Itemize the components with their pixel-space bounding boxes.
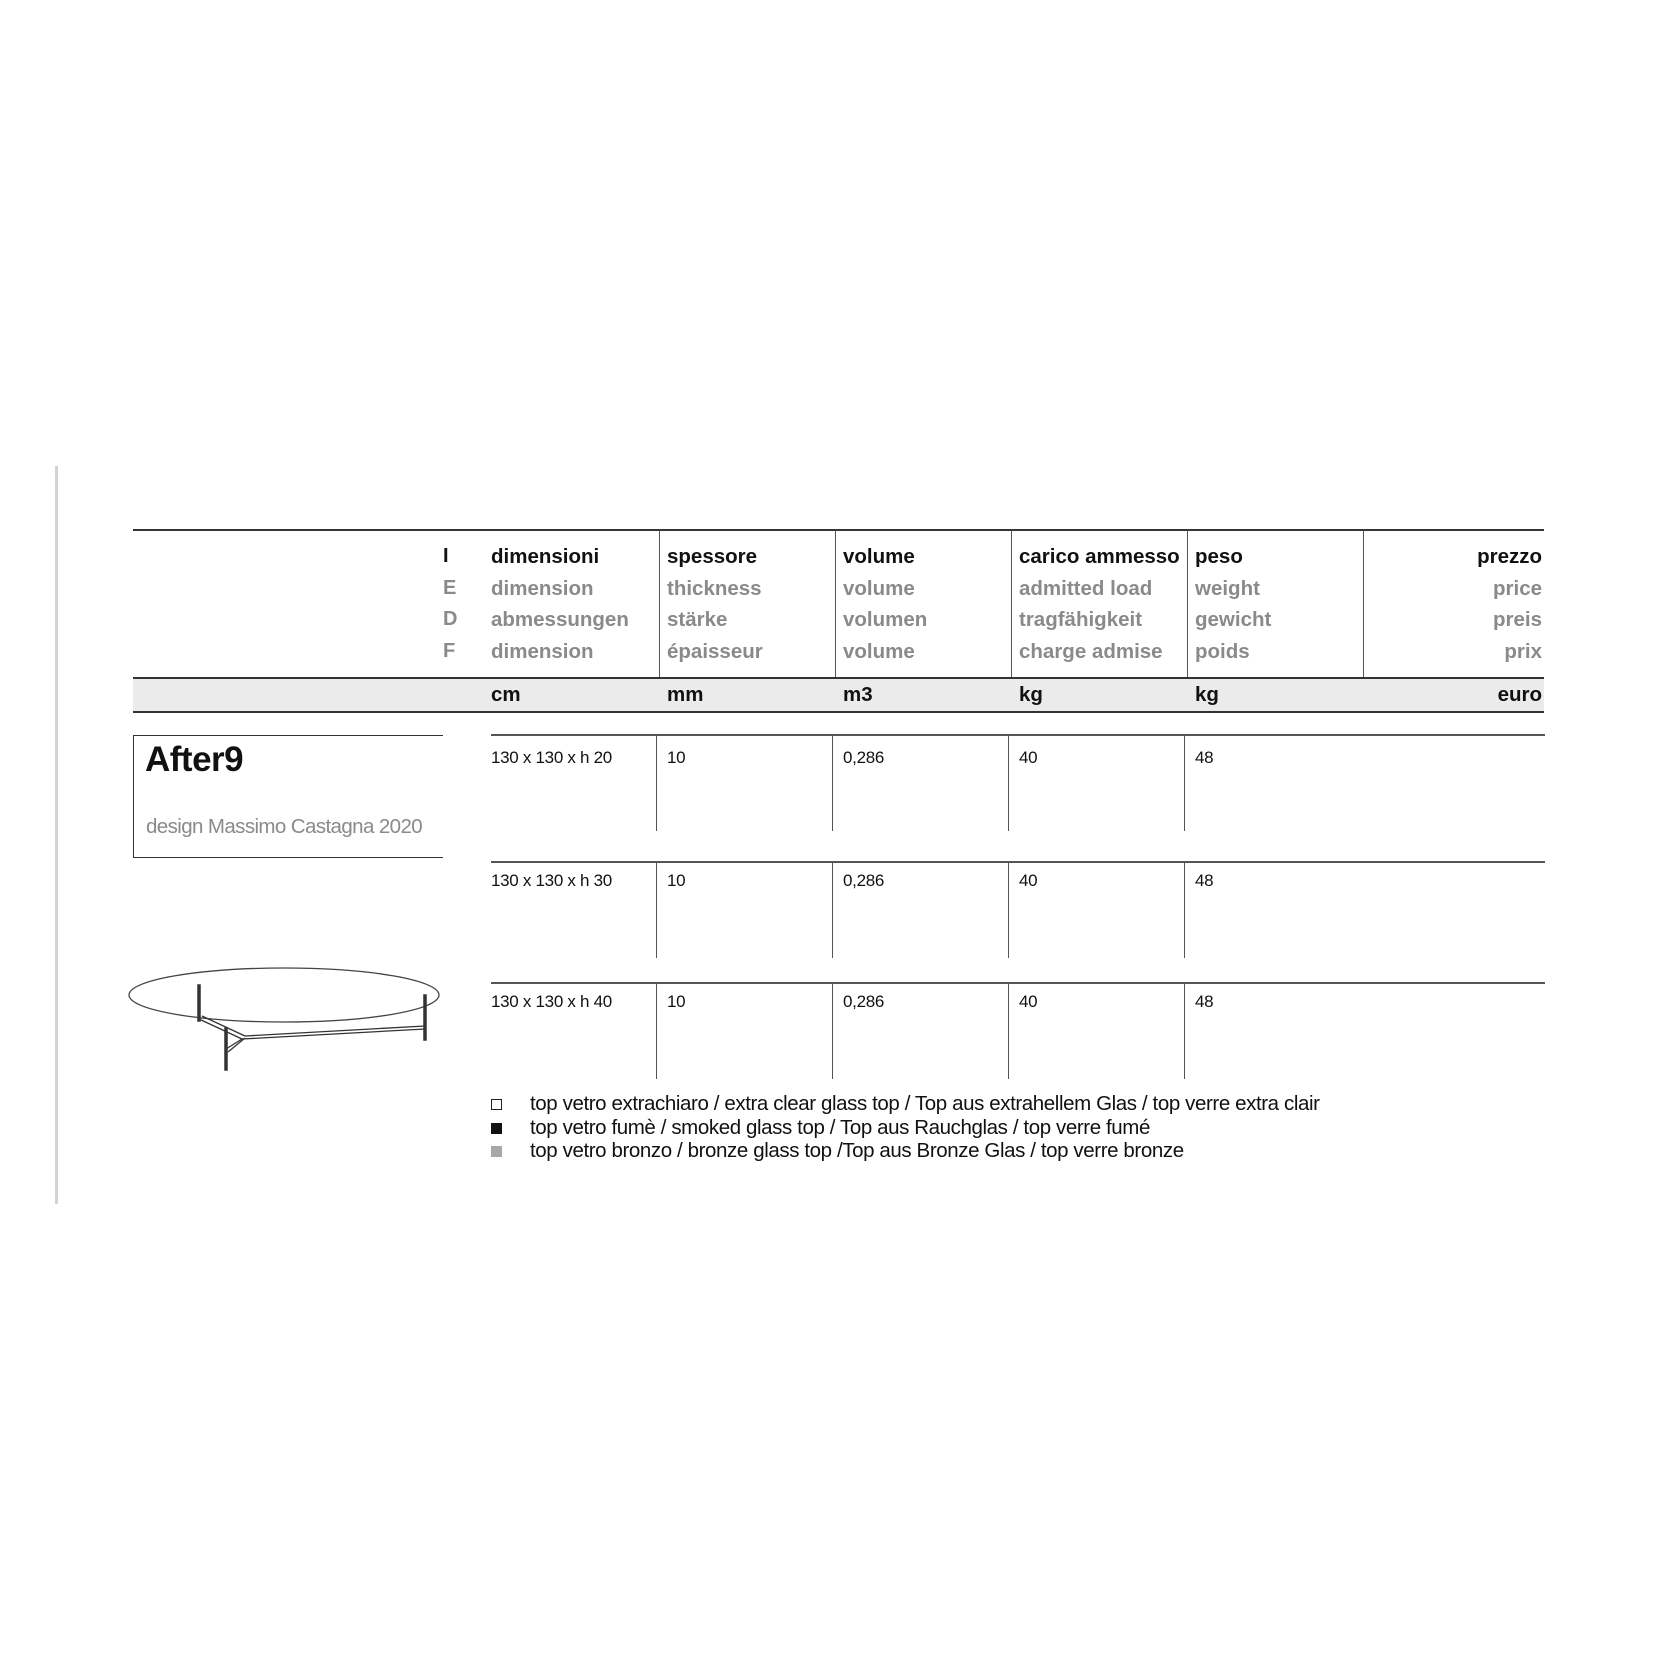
- cell-weight: 48: [1195, 992, 1214, 1011]
- lang-code-italian: I: [443, 545, 449, 567]
- unit-weight: kg: [1195, 683, 1219, 706]
- row-column-divider: [1008, 735, 1009, 831]
- cell-weight: 48: [1195, 871, 1214, 890]
- header-label-it: dimensioni: [491, 545, 600, 568]
- header-label-fr: dimension: [491, 639, 594, 663]
- cell-dimension: 130 x 130 x h 40: [491, 992, 612, 1011]
- finish-note: [491, 1116, 1320, 1140]
- header-dimension: [491, 541, 629, 667]
- lang-code-french: F: [443, 639, 456, 662]
- row-column-divider: [1008, 862, 1009, 958]
- header-label-en: admitted load: [1019, 576, 1153, 600]
- product-designer: design Massimo Castagna 2020: [146, 815, 423, 838]
- header-label-fr: épaisseur: [667, 639, 763, 663]
- row-divider: [491, 734, 1545, 736]
- header-label-en: volume: [843, 576, 915, 600]
- left-margin-rule: [55, 466, 58, 1204]
- header-label-en: weight: [1195, 576, 1260, 600]
- header-label-fr: charge admise: [1019, 639, 1163, 663]
- cell-dimension: 130 x 130 x h 30: [491, 871, 612, 890]
- header-label-de: volumen: [843, 608, 928, 631]
- cell-thickness: 10: [667, 748, 686, 767]
- row-column-divider: [1008, 983, 1009, 1079]
- header-label-fr: volume: [843, 639, 915, 663]
- units-band: [133, 677, 1544, 713]
- header-column-divider: [659, 530, 660, 677]
- unit-admitted-load: kg: [1019, 683, 1043, 706]
- unit-volume: m3: [843, 683, 873, 706]
- row-column-divider: [832, 735, 833, 831]
- header-label-fr: poids: [1195, 639, 1250, 663]
- cell-volume: 0,286: [843, 871, 885, 890]
- cell-thickness: 10: [667, 992, 686, 1011]
- finish-note-text: top vetro extrachiaro / extra clear glass top / Top aus extrahellem Glas / top verre extra clair: [530, 1092, 1320, 1115]
- finish-note-text: top vetro fumè / smoked glass top / Top aus Rauchglas / top verre fumé: [530, 1115, 1150, 1139]
- cell-volume: 0,286: [843, 748, 885, 767]
- cell-dimension: 130 x 130 x h 20: [491, 748, 612, 767]
- header-label-it: volume: [843, 545, 915, 568]
- header-price: [1364, 541, 1542, 667]
- row-column-divider: [1184, 735, 1185, 831]
- clear-glass-swatch-icon: [491, 1099, 502, 1110]
- cell-admitted-load: 40: [1019, 992, 1038, 1011]
- unit-price: euro: [1497, 683, 1542, 706]
- bronze-glass-swatch-icon: [491, 1146, 502, 1157]
- header-label-it: peso: [1195, 545, 1243, 568]
- header-volume: [843, 541, 927, 667]
- lang-code-german: D: [443, 608, 458, 630]
- cell-weight: 48: [1195, 748, 1214, 767]
- header-label-it: carico ammesso: [1019, 545, 1180, 568]
- cell-admitted-load: 40: [1019, 871, 1038, 890]
- header-label-fr: prix: [1504, 639, 1542, 663]
- language-codes: [443, 541, 457, 667]
- header-top-rule: [133, 529, 1544, 531]
- row-column-divider: [1184, 862, 1185, 958]
- header-label-de: tragfähigkeit: [1019, 608, 1143, 631]
- header-column-divider: [1011, 530, 1012, 677]
- finish-notes: [491, 1092, 1320, 1163]
- row-column-divider: [656, 983, 657, 1079]
- row-column-divider: [832, 983, 833, 1079]
- row-divider: [491, 982, 1545, 984]
- row-divider: [491, 861, 1545, 863]
- coffee-table-drawing: [128, 965, 458, 1075]
- row-column-divider: [1184, 983, 1185, 1079]
- cell-admitted-load: 40: [1019, 748, 1038, 767]
- header-label-en: dimension: [491, 576, 594, 600]
- unit-thickness: mm: [667, 683, 704, 706]
- lang-code-english: E: [443, 576, 457, 599]
- header-weight: [1195, 541, 1271, 667]
- product-name: After9: [145, 740, 244, 779]
- row-column-divider: [656, 735, 657, 831]
- header-column-divider: [1187, 530, 1188, 677]
- finish-note-text: top vetro bronzo / bronze glass top /Top aus Bronze Glas / top verre bronze: [530, 1139, 1184, 1162]
- header-label-de: abmessungen: [491, 608, 629, 631]
- header-thickness: [667, 541, 763, 667]
- header-label-de: preis: [1493, 608, 1542, 631]
- row-column-divider: [656, 862, 657, 958]
- header-label-de: gewicht: [1195, 608, 1272, 631]
- header-label-en: price: [1493, 576, 1542, 600]
- header-label-it: spessore: [667, 545, 758, 568]
- unit-dimension: cm: [491, 683, 521, 706]
- header-column-divider: [835, 530, 836, 677]
- cell-thickness: 10: [667, 871, 686, 890]
- finish-note: [491, 1139, 1320, 1163]
- finish-note: [491, 1092, 1320, 1116]
- header-column-divider: [1363, 530, 1364, 677]
- cell-volume: 0,286: [843, 992, 885, 1011]
- header-label-de: stärke: [667, 608, 728, 631]
- row-column-divider: [832, 862, 833, 958]
- header-label-en: thickness: [667, 576, 762, 600]
- header-label-it: prezzo: [1477, 545, 1542, 568]
- header-admitted-load: [1019, 541, 1180, 667]
- smoked-glass-swatch-icon: [491, 1123, 502, 1134]
